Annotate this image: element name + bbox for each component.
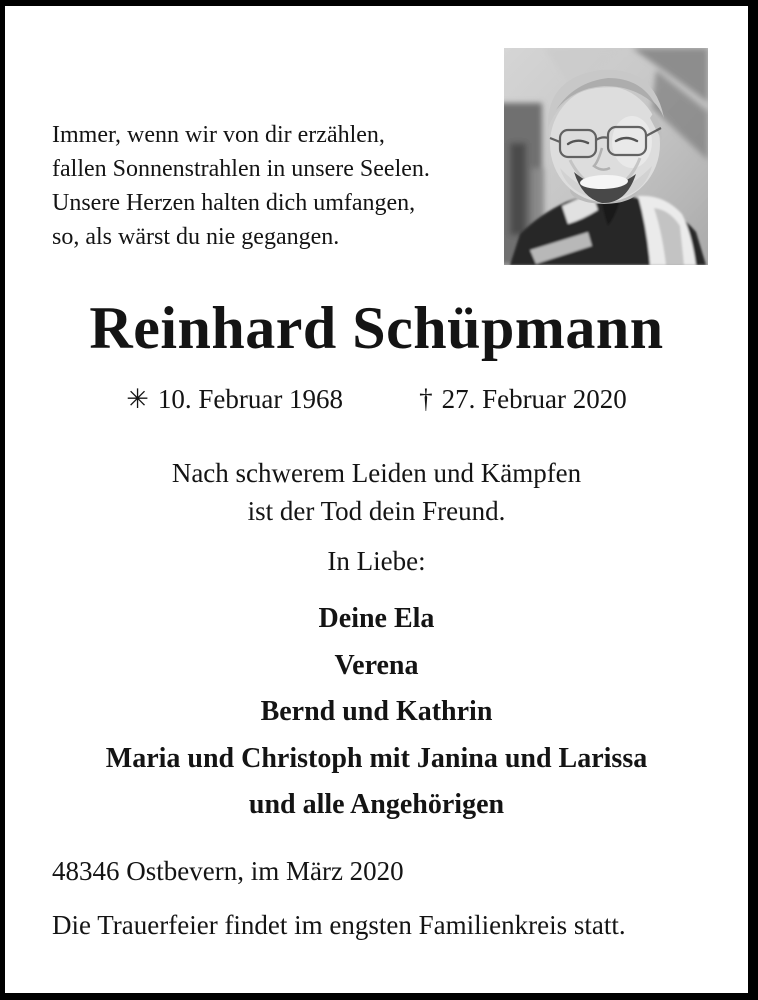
place-date-line: 48346 Ostbevern, im März 2020 bbox=[52, 856, 404, 886]
mourner-name: Verena bbox=[334, 649, 419, 681]
birth-date bbox=[126, 384, 343, 415]
mourner-name: Maria und Christoph mit Janina und Larissa bbox=[105, 742, 648, 774]
mourners-list bbox=[5, 596, 748, 829]
birth-date-text: 10. Februar 1968 bbox=[157, 384, 344, 414]
birth-star-icon: ✳ bbox=[126, 384, 149, 414]
memorial-verse bbox=[52, 118, 430, 254]
portrait-photo bbox=[504, 48, 708, 265]
condolence-line: Nach schwerem Leiden und Kämpfen bbox=[171, 458, 582, 488]
death-date-text: 27. Februar 2020 bbox=[441, 384, 627, 414]
mourner-name: Bernd und Kathrin bbox=[260, 696, 493, 727]
verse-line: fallen Sonnenstrahlen in unsere Seelen. bbox=[52, 156, 430, 182]
death-cross-icon: † bbox=[419, 384, 433, 414]
condolence-text bbox=[5, 454, 748, 530]
mourner-name: und alle Angehörigen bbox=[248, 789, 505, 820]
condolence-line: ist der Tod dein Freund. bbox=[247, 496, 506, 526]
verse-line: so, als wärst du nie gegangen. bbox=[52, 224, 340, 250]
verse-line: Unsere Herzen halten dich umfangen, bbox=[52, 190, 416, 216]
verse-line: Immer, wenn wir von dir erzählen, bbox=[52, 122, 385, 148]
death-date bbox=[419, 384, 627, 415]
funeral-note-line: Die Trauerfeier findet im engsten Familienkreis statt. bbox=[52, 910, 626, 940]
deceased-name: Reinhard Schüpmann bbox=[89, 295, 664, 361]
mourner-name: Deine Ela bbox=[318, 603, 435, 634]
life-dates bbox=[5, 384, 748, 415]
portrait-illustration bbox=[504, 48, 708, 265]
in-love-label: In Liebe: bbox=[327, 546, 426, 576]
